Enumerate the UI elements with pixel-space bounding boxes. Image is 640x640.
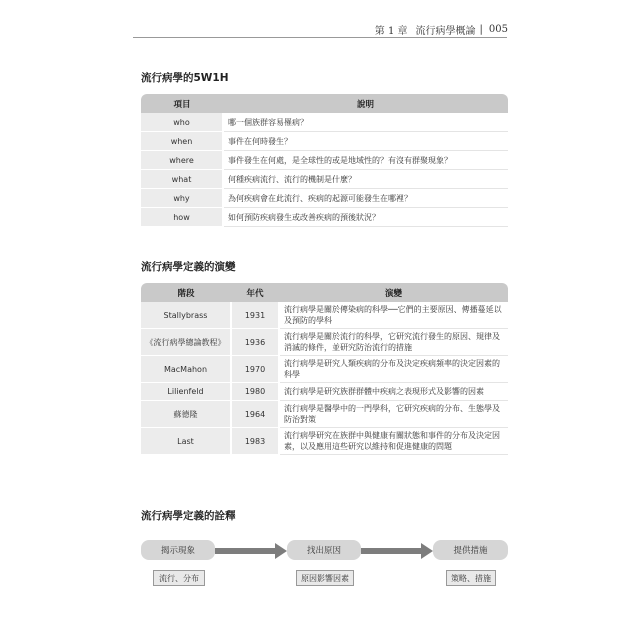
cell-year: 1970: [231, 356, 279, 383]
table-header-row: [141, 94, 508, 113]
column-header-year: 年代: [231, 283, 279, 302]
table-row: [141, 401, 508, 428]
cell-stage: 蘇德隆: [141, 401, 231, 428]
flow-tag-distribution: 流行、分布: [153, 570, 205, 586]
cell-item: when: [141, 132, 223, 151]
cell-evolution: 流行病學是醫學中的一門學科，它研究疾病的分布、生態學及防治對策: [279, 401, 508, 428]
cell-description: 為何疾病會在此流行、疾病的起源可能發生在哪裡？: [223, 189, 508, 208]
cell-evolution: 流行病學是關於流行的科學，它研究流行發生的原因、規律及消滅的條件，並研究防治流行的措施: [279, 329, 508, 356]
table-row: [141, 113, 508, 132]
flow-tag-strategies: 策略、措施: [446, 570, 496, 586]
cell-year: 1931: [231, 302, 279, 329]
cell-item: how: [141, 208, 223, 227]
cell-stage: Last: [141, 428, 231, 455]
section-title-5w1h: 流行病學的5W1H: [141, 72, 229, 84]
flow-arrow-1-head: [275, 543, 287, 559]
cell-year: 1964: [231, 401, 279, 428]
table-header-row: [141, 283, 508, 302]
cell-stage: 《流行病學總論教程》: [141, 329, 231, 356]
cell-item: where: [141, 151, 223, 170]
cell-description: 如何預防疾病發生或改善疾病的預後狀況？: [223, 208, 508, 227]
column-header-evolution: 演變: [279, 283, 508, 302]
header-separator: |: [479, 24, 483, 35]
cell-item: what: [141, 170, 223, 189]
cell-item: who: [141, 113, 223, 132]
cell-year: 1980: [231, 383, 279, 401]
cell-stage: Lilienfeld: [141, 383, 231, 401]
cell-evolution: 流行病學研究在族群中與健康有關狀態和事件的分布及決定因素，以及應用這些研究以維持和促進健康的問題: [279, 428, 508, 455]
cell-description: 何種疾病流行、流行的機制是什麼？: [223, 170, 508, 189]
flow-step-reveal-phenomenon: 揭示現象: [141, 540, 215, 560]
column-header-item: 項目: [141, 94, 223, 113]
cell-year: 1983: [231, 428, 279, 455]
cell-evolution: 流行病學是研究族群群體中疾病之表現形式及影響的因素: [279, 383, 508, 401]
header-rule: [133, 37, 507, 38]
flow-step-provide-measures: 提供措施: [433, 540, 508, 560]
column-header-description: 說明: [223, 94, 508, 113]
section-title-definition-evolution: 流行病學定義的演變: [141, 261, 236, 273]
table-row: [141, 383, 508, 401]
interpretation-flow-diagram: [141, 538, 508, 588]
running-header: [375, 22, 508, 37]
flow-tag-causal-factors: 原因影響因素: [296, 570, 354, 586]
cell-evolution: 流行病學是研究人類疾病的分布及決定疾病頻率的決定因素的科學: [279, 356, 508, 383]
chapter-number: 第 1 章: [374, 26, 408, 37]
flow-arrow-2-head: [421, 543, 433, 559]
column-header-stage: 階段: [141, 283, 231, 302]
chapter-title: 流行病學概論: [415, 26, 476, 37]
page-number: 005: [488, 24, 508, 35]
flow-arrow-1: [215, 548, 275, 554]
cell-evolution: 流行病學是關於傳染病的科學──它們的主要原因、傳播蔓延以及預防的學科: [279, 302, 508, 329]
cell-item: why: [141, 189, 223, 208]
table-5w1h: [141, 94, 508, 227]
cell-stage: Stallybrass: [141, 302, 231, 329]
table-row: [141, 329, 508, 356]
section-title-definition-interpretation: 流行病學定義的詮釋: [141, 510, 236, 522]
cell-description: 事件發生在何處，是全球性的或是地域性的？有沒有群聚現象？: [223, 151, 508, 170]
table-row: [141, 208, 508, 227]
cell-description: 事件在何時發生？: [223, 132, 508, 151]
table-row: [141, 151, 508, 170]
table-row: [141, 189, 508, 208]
flow-arrow-2: [361, 548, 421, 554]
table-row: [141, 356, 508, 383]
table-row: [141, 170, 508, 189]
cell-stage: MacMahon: [141, 356, 231, 383]
cell-year: 1936: [231, 329, 279, 356]
flow-step-find-cause: 找出原因: [287, 540, 361, 560]
table-row: [141, 302, 508, 329]
table-row: [141, 428, 508, 455]
table-definition-evolution: [141, 283, 508, 455]
cell-description: 哪一個族群容易罹病？: [223, 113, 508, 132]
table-row: [141, 132, 508, 151]
